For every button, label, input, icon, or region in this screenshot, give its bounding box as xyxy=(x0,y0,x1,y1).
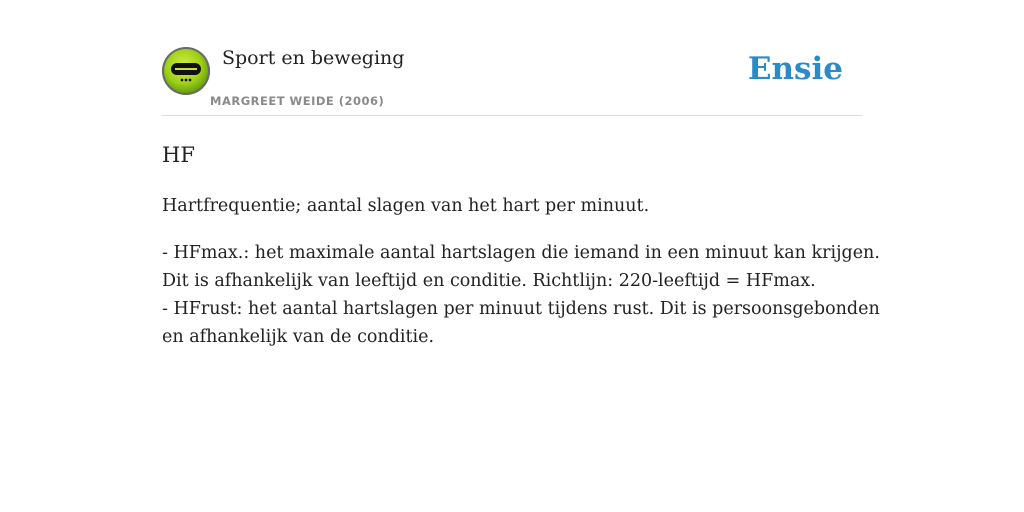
entry-definition: Hartfrequentie; aantal slagen van het hart per minuut. xyxy=(162,196,650,216)
avatar-dots xyxy=(180,78,192,82)
author-byline[interactable]: MARGREET WEIDE (2006) xyxy=(210,94,385,108)
note-line: en afhankelijk van de conditie. xyxy=(162,327,435,347)
avatar-logo-mark xyxy=(171,63,201,75)
tennis-ball-icon[interactable] xyxy=(162,47,210,95)
header xyxy=(162,0,862,116)
page-container xyxy=(162,0,880,347)
note-line: - HFmax.: het maximale aantal hartslagen die iemand in een minuut kan krijgen. xyxy=(162,243,880,263)
note-line: Dit is afhankelijk van leeftijd en conditie. Richtlijn: 220-leeftijd = HFmax. xyxy=(162,271,816,291)
note-line: - HFrust: het aantal hartslagen per minuut tijdens rust. Dit is persoonsgebonden xyxy=(162,299,880,319)
entry-term: HF xyxy=(162,143,195,167)
brand-logo-link[interactable]: Ensie xyxy=(747,51,843,87)
entry-notes xyxy=(162,239,880,351)
site-title[interactable]: Sport en beweging xyxy=(222,47,405,69)
